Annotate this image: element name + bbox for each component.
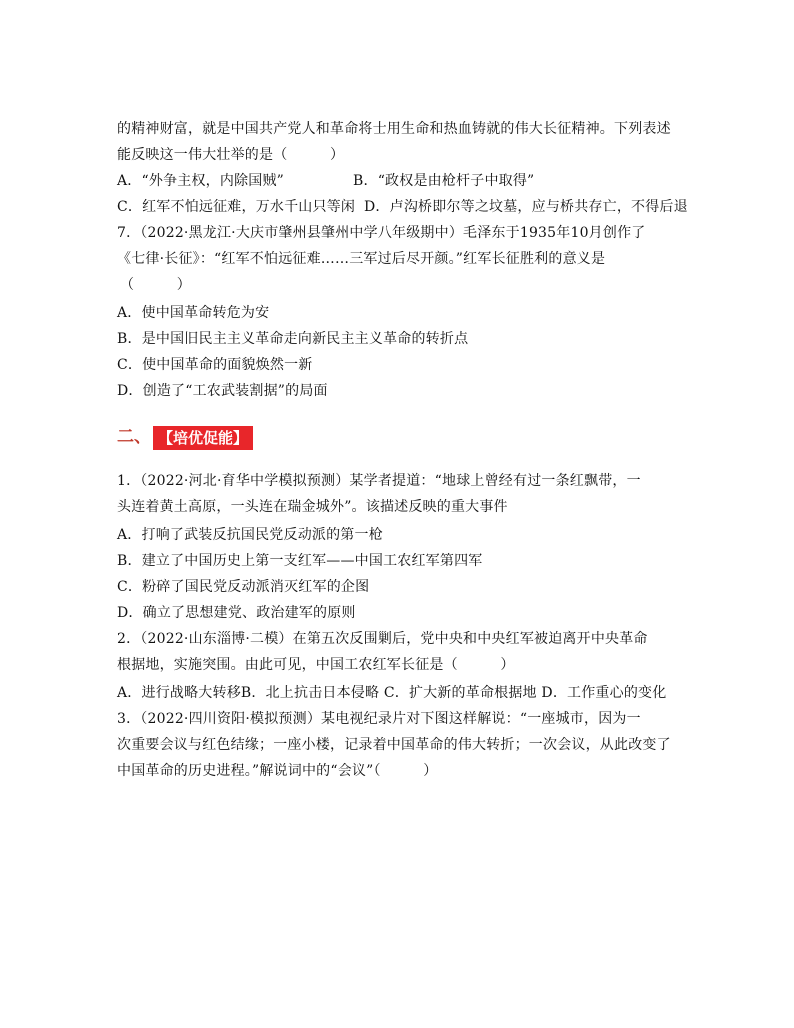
section2-q2-options: A．进行战略大转移B．北上抗击日本侵略 C．扩大新的革命根据地 D．工作重心的变化: [117, 685, 667, 701]
question-6-option-c: C．红军不怕远征难，万水千山只等闲: [117, 199, 356, 215]
question-6-options-row-1: [117, 170, 677, 192]
section2-q1-stem-line-2: 头连着黄土高原，一头连在瑞金城外”。该描述反映的重大事件: [117, 499, 508, 515]
question-6-stem-line-1: 的精神财富，就是中国共产党人和革命将士用生命和热血铸就的伟大长征精神。下列表述: [117, 121, 671, 137]
question-7-option-c: C．使中国革命的面貌焕然一新: [117, 357, 313, 373]
section-title-badge: 【培优促能】: [153, 426, 253, 450]
section2-q1-option-b: B．建立了中国历史上第一支红军——中国工农红军第四军: [117, 553, 483, 569]
section2-q3-stem-line-1: 3．（2022·四川资阳·模拟预测）某电视纪录片对下图这样解说：“一座城市，因为一: [117, 711, 641, 727]
section2-q1-option-d: D．确立了思想建党、政治建军的原则: [117, 605, 356, 621]
section2-q3-stem-line-3: 中国革命的历史进程。”解说词中的“会议”（ ）: [117, 763, 438, 779]
question-7-stem-line-2: 《七律·长征》：“红军不怕远征难……三军过后尽开颜。”红军长征胜利的意义是: [117, 251, 606, 267]
section2-q1-option-c: C．粉碎了国民党反动派消灭红军的企图: [117, 579, 370, 595]
section2-q2-stem-line-1: 2．（2022·山东淄博·二模）在第五次反围剿后，党中央和中央红军被迫离开中央革命: [117, 631, 648, 647]
question-7-option-b: B．是中国旧民主主义革命走向新民主主义革命的转折点: [117, 331, 469, 347]
question-7-stem-line-1: 7．（2022·黑龙江·大庆市肇州县肇州中学八年级期中）毛泽东于1935年10月创作了: [117, 225, 646, 241]
section-number: 二、: [117, 427, 151, 447]
section2-q3-stem-line-2: 次重要会议与红色结缘；一座小楼，记录着中国革命的伟大转折；一次会议，从此改变了: [117, 737, 671, 753]
question-7-answer-blank: （ ）: [120, 277, 191, 293]
question-6-stem-line-2: 能反映这一伟大壮举的是（ ）: [117, 147, 345, 163]
question-6-option-b: B．“政权是由枪杆子中取得”: [353, 173, 535, 189]
section2-q2-stem-line-2: 根据地，实施突围。由此可见，中国工农红军长征是（ ）: [117, 657, 515, 673]
question-7-option-a: A．使中国革命转危为安: [117, 305, 270, 321]
question-7-option-d: D．创造了“工农武装割据”的局面: [117, 383, 328, 399]
question-6-option-a: A．“外争主权，内除国贼”: [117, 173, 285, 189]
section2-q1-option-a: A．打响了武装反抗国民党反动派的第一枪: [117, 527, 383, 543]
question-6-options-row-2: [117, 196, 688, 218]
section2-q1-stem-line-1: 1．（2022·河北·育华中学模拟预测）某学者提道：“地球上曾经有过一条红飘带，一: [117, 473, 641, 489]
section-heading: [117, 424, 253, 450]
question-6-option-d: D．卢沟桥即尔等之坟墓，应与桥共存亡，不得后退: [364, 199, 688, 215]
